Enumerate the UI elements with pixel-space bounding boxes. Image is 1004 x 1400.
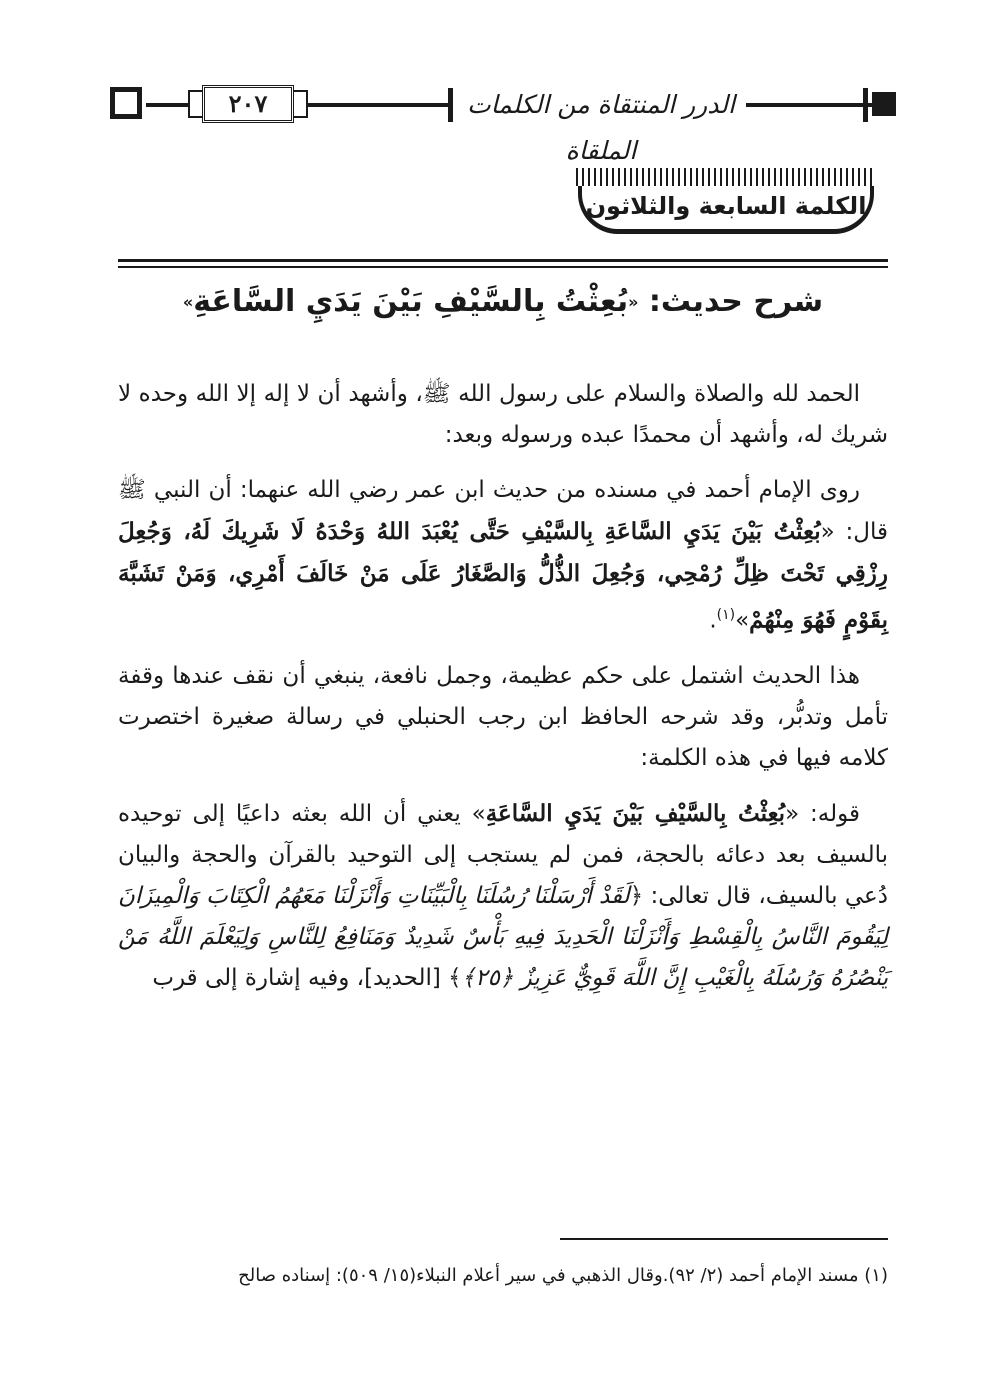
frame-ornament-right (294, 90, 308, 118)
commentary-intro: قوله: « (785, 800, 860, 827)
title-open-quote: « (628, 292, 639, 312)
header-ornament-bar (448, 88, 453, 122)
commentary-hadith: بُعِثْتُ بِالسَّيْفِ بَيْنَ يَدَيِ السَّاعَةِ (485, 799, 786, 827)
banner-hatching (576, 168, 876, 186)
header-ornament-bar (863, 88, 868, 122)
book-title: الدرر المنتقاة من الكلمات الملقاة (467, 90, 735, 165)
title-hadith: بُعِثْتُ بِالسَّيْفِ بَيْنَ يَدَيِ السَّاعَةِ (193, 284, 629, 319)
hadith-end: . (709, 607, 717, 634)
title-prefix: شرح حديث: (648, 284, 824, 319)
footnote: (١) مسند الإمام أحمد (٢/ ٩٢).وقال الذهبي في سير أعلام النبلاء(١٥/ ٥٠٩): إسناده صالح (238, 1265, 888, 1286)
footnote-ref[interactable]: (١) (716, 607, 736, 623)
chapter-label: الكلمة السابعة والثلاثون (585, 192, 867, 220)
hadith-intro: روى الإمام أحمد في مسنده من حديث ابن عمر رضي الله عنهما: أن النبي ﷺ قال: « (118, 477, 888, 545)
paragraph-explanation: هذا الحديث اشتمل على حكم عظيمة، وجمل نافعة، ينبغي أن نقف عندها وقفة تأمل وتدبُّر، وقد شرحه الحافظ ابن رجب الحنبلي في رسالة صغيرة اختصرت كلامه فيها في هذه الكلمة: (118, 662, 888, 771)
running-header (110, 82, 896, 165)
header-rule (308, 103, 448, 107)
body-text (118, 374, 888, 1013)
header-ornament-square (110, 87, 142, 119)
frame-ornament-left (188, 90, 202, 118)
header-rule (146, 103, 188, 107)
paragraph-commentary (118, 793, 888, 999)
section-divider (118, 259, 888, 262)
paragraph-hadith (118, 470, 888, 642)
page-title (118, 280, 888, 325)
title-close-quote: » (182, 292, 194, 312)
chapter-banner (574, 150, 878, 242)
page-number: ٢٠٧ (228, 89, 268, 118)
header-ornament-square (872, 92, 896, 116)
quran-verse: لَقَدْ أَرْسَلْنَا رُسُلَنَا بِالْبَيِّنَاتِ وَأَنْزَلْنَا مَعَهُمُ الْكِتَابَ وَالْمِيزَانَ لِيَقُومَ النَّاسُ بِالْقِسْطِ وَأَنْزَلْنَا الْحَدِيدَ فِيهِ بَأْسٌ شَدِيدٌ وَمَنَافِعُ لِلنَّاسِ وَلِيَعْلَمَ اللَّهُ مَنْ يَنْصُرُهُ وَرُسُلَهُ بِالْغَيْبِ إِنَّ اللَّهَ قَوِيٌّ عَزِيزٌ ﴿٢٥﴾ (118, 882, 888, 991)
page-number-frame (188, 82, 308, 128)
footnote-divider (560, 1238, 888, 1240)
hadith-close-quote: » (735, 607, 750, 634)
section-divider (118, 266, 888, 268)
paragraph-intro: الحمد لله والصلاة والسلام على رسول الله ﷺ، وأشهد أن لا إله إلا الله وحده لا شريك له، وأشهد أن محمدًا عبده ورسوله وبعد: (118, 381, 888, 448)
hadith-text: بُعِثْتُ بَيْنَ يَدَيِ السَّاعَةِ بِالسَّيْفِ حَتَّى يُعْبَدَ اللهُ وَحْدَهُ لَا شَرِيكَ لَهُ، وَجُعِلَ رِزْقِي تَحْتَ ظِلِّ رُمْحِي، وَجُعِلَ الذُّلُّ وَالصَّغَارُ عَلَى مَنْ خَالَفَ أَمْرِي، وَمَنْ تَشَبَّهَ بِقَوْمٍ فَهُوَ مِنْهُمْ (118, 518, 888, 634)
commentary-text: » يعني أن الله بعثه داعيًا إلى توحيده بالسيف بعد دعائه بالحجة، فمن لم يستجب إلى التوحيد بالقرآن والحجة والبيان دُعي بالسيف، قال تعالى: ﴿ (118, 800, 888, 909)
commentary-end: ﴾ [الحديد]، وفيه إشارة إلى قرب (152, 964, 462, 991)
